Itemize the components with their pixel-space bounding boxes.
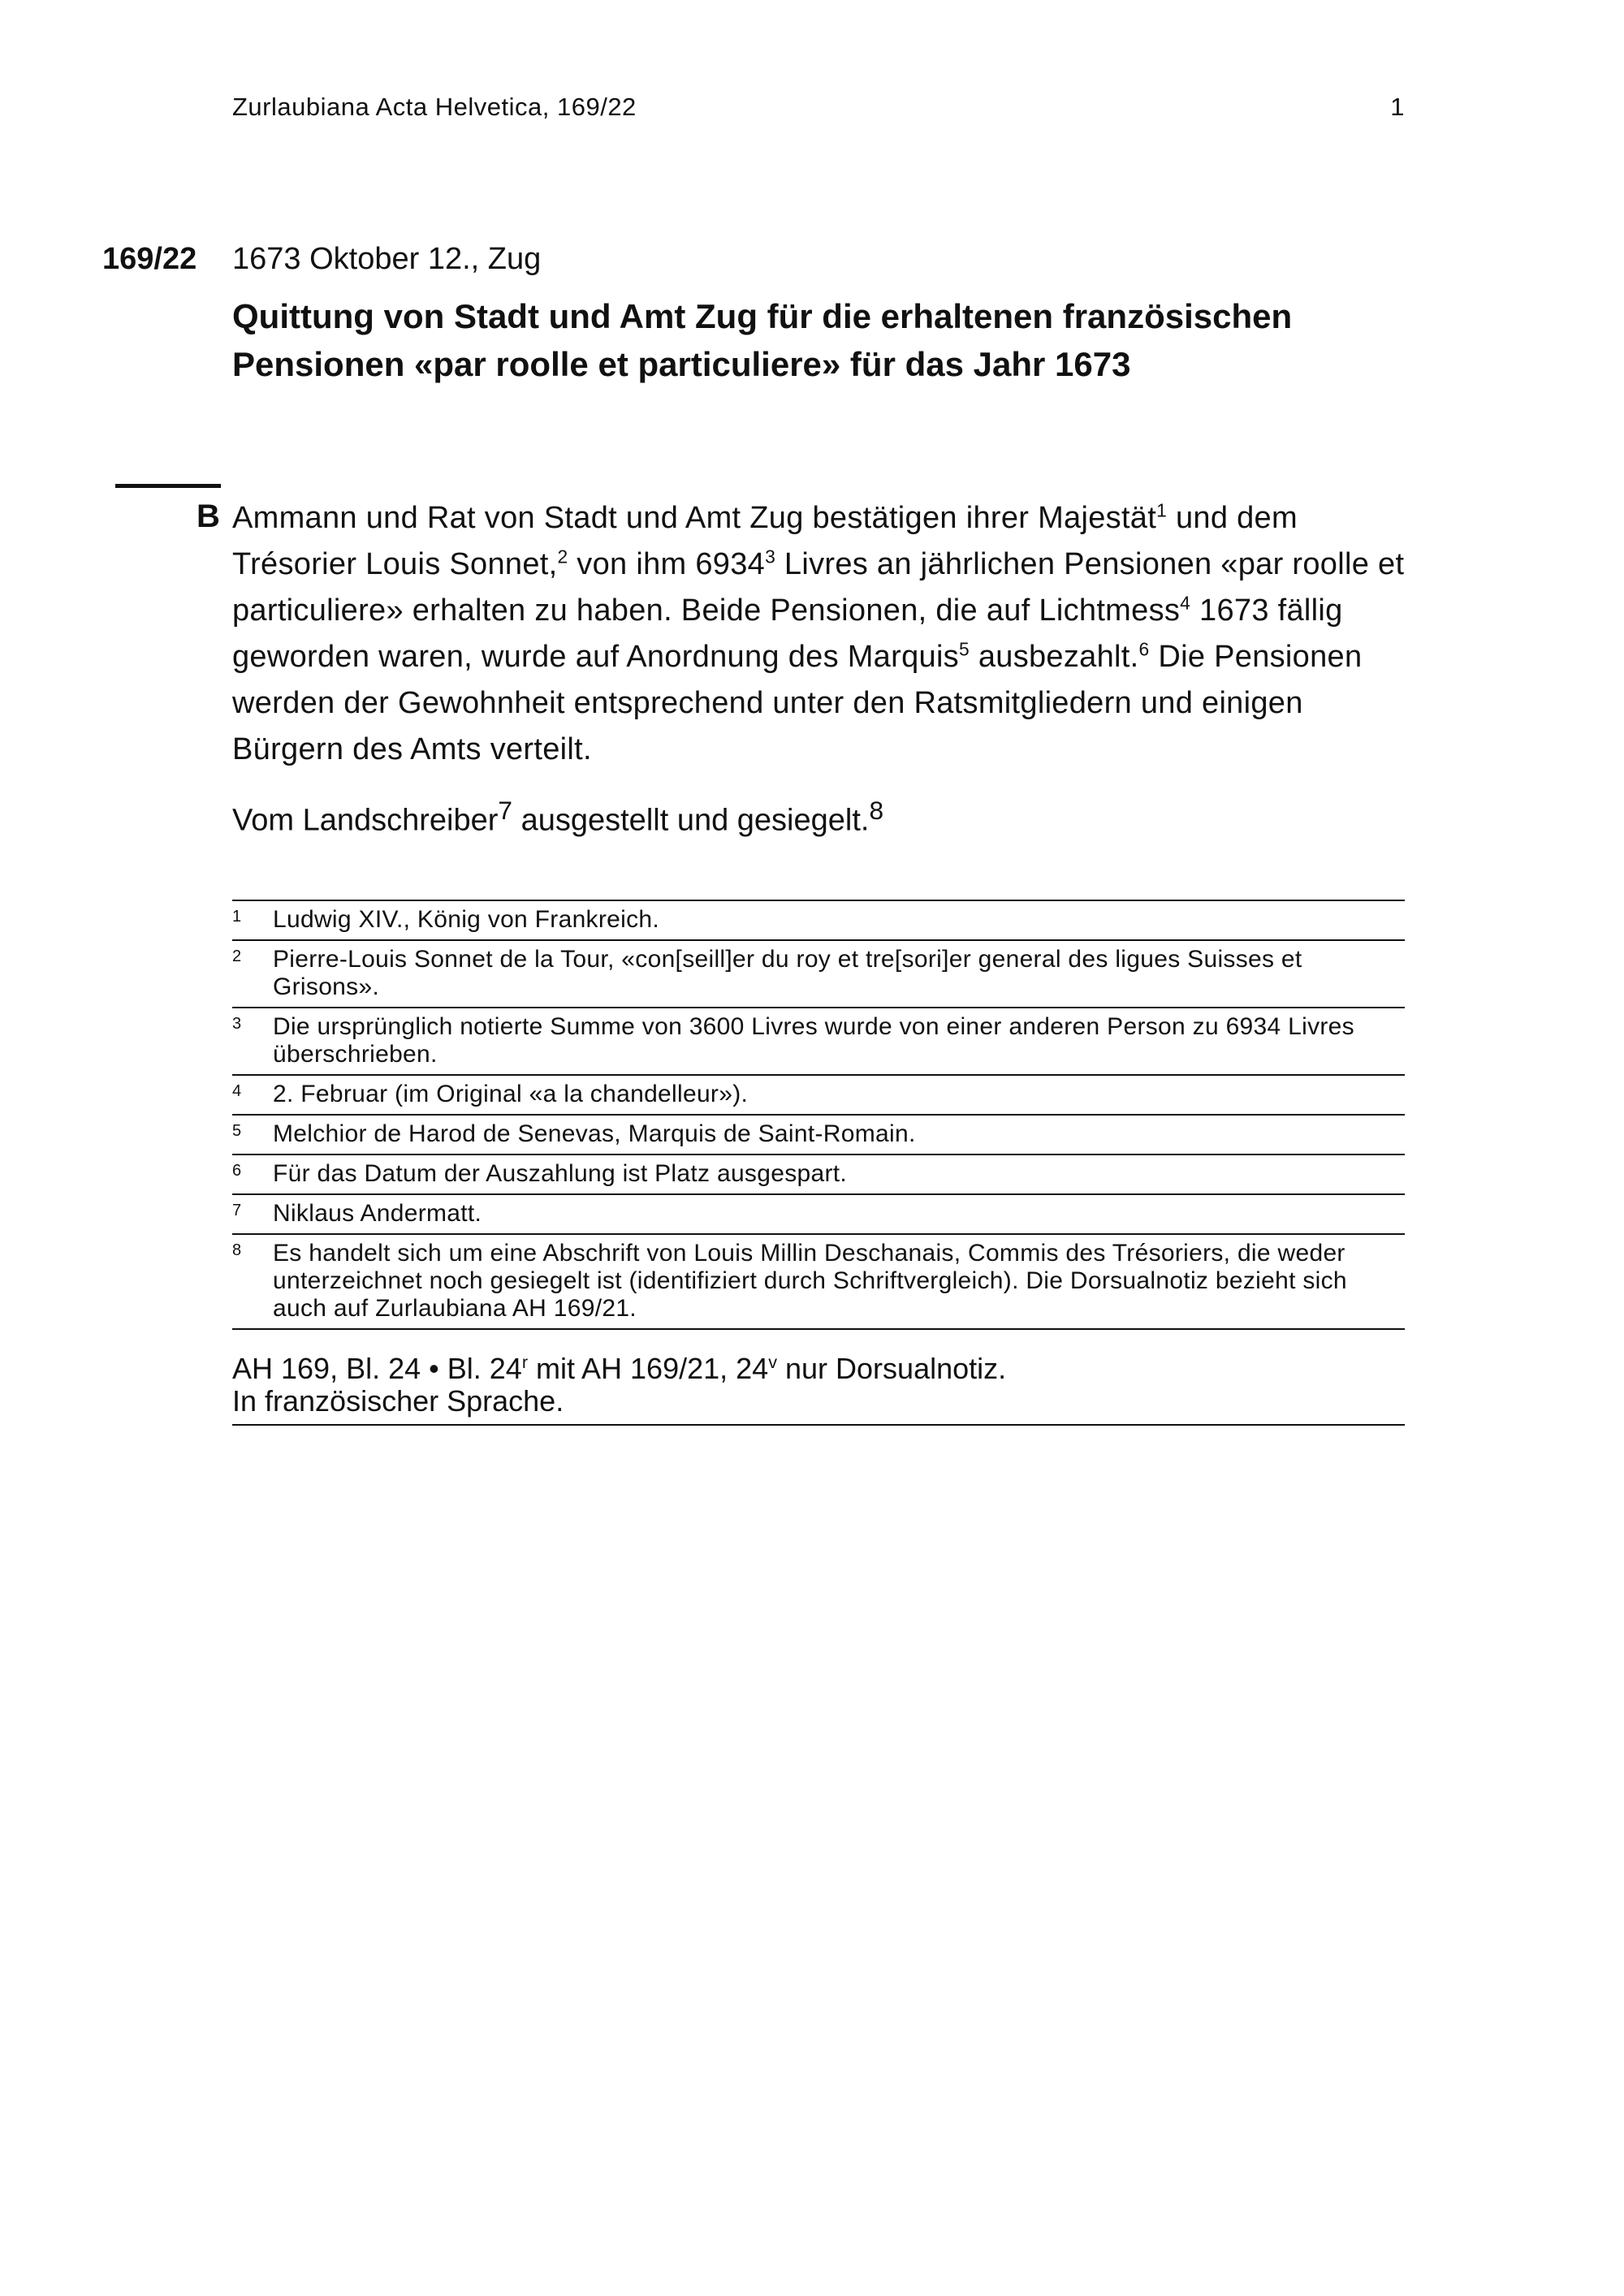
footnotes-list (232, 900, 1405, 1330)
footnote (232, 1195, 1405, 1235)
folio-side: r (521, 1352, 529, 1372)
footnote-text: Die ursprünglich notierte Summe von 3600 Livres wurde von einer anderen Person zu 6934 Livres überschrieben. (273, 1013, 1354, 1068)
seal-paragraph (232, 788, 1408, 844)
footnote-mark: 3 (232, 1015, 242, 1033)
footnote (232, 1235, 1405, 1330)
footnote-text: Melchior de Harod de Senevas, Marquis de Saint-Romain. (273, 1120, 916, 1147)
footnote-mark: 6 (232, 1162, 242, 1180)
document-date-place: 1673 Oktober 12., Zug (232, 242, 542, 276)
footnote-ref[interactable]: 6 (1138, 638, 1150, 660)
footnote (232, 1008, 1405, 1076)
document-number: 169/22 (102, 242, 197, 276)
folio-side: v (768, 1352, 777, 1372)
footnote (232, 901, 1405, 941)
source-text: AH 169, Bl. 24 • Bl. 24 (232, 1352, 522, 1385)
version-letter: B (197, 498, 220, 534)
footnote-text: 2. Februar (im Original «a la chandelleur»). (273, 1081, 749, 1107)
regest-text: ausbezahlt. (969, 640, 1139, 674)
footnote-text: Es handelt sich um eine Abschrift von Louis Millin Deschanais, Commis des Trésoriers, die weder unterzeichnet noch gesiegelt ist (identifiziert durch Schriftvergleich). Die Dorsualnotiz bezieht sich auch auf Zurlaubiana AH 169/21. (273, 1240, 1347, 1322)
footnote-mark: 8 (232, 1241, 242, 1259)
footnote-text: Niklaus Andermatt. (273, 1200, 482, 1227)
footnote-ref[interactable]: 4 (1180, 592, 1191, 614)
footnote (232, 941, 1405, 1008)
seal-text: Vom Landschreiber (232, 803, 499, 838)
source-text: nur Dorsualnotiz. (777, 1352, 1007, 1385)
regest-text: und dem Trésorier Louis Sonnet, (232, 501, 1298, 581)
document-title: Quittung von Stadt und Amt Zug für die erhaltenen französischen Pensionen «par roolle et particuliere» für das Jahr 1673 (232, 297, 1293, 383)
source-text: mit AH 169/21, 24 (528, 1352, 769, 1385)
footnote-ref[interactable]: 7 (498, 796, 513, 825)
regest-text: von ihm 6934 (568, 547, 766, 581)
footnote-text: Für das Datum der Auszahlung ist Platz ausgespart. (273, 1160, 848, 1187)
source-reference (232, 1353, 1405, 1385)
regest-text: Ammann und Rat von Stadt und Amt Zug bestätigen ihrer Majestät (232, 501, 1157, 535)
footnote (232, 1116, 1405, 1155)
footnote-mark: 5 (232, 1122, 242, 1140)
footnote (232, 1076, 1405, 1116)
footnote-ref[interactable]: 2 (557, 546, 568, 568)
footnote-mark: 7 (232, 1202, 242, 1219)
footnote-ref[interactable]: 8 (869, 796, 884, 825)
page-number: 1 (1390, 93, 1405, 121)
footnote-mark: 4 (232, 1082, 242, 1100)
source-language: In französischer Sprache. (232, 1384, 564, 1418)
source-block (232, 1348, 1405, 1426)
seal-text: ausgestellt und gesiegelt. (512, 803, 870, 838)
margin-rule (115, 484, 221, 488)
footnote-ref[interactable]: 1 (1156, 499, 1168, 521)
running-head (232, 93, 1405, 122)
regest-text: 1673 fällig geworden waren, wurde auf Anordnung des Marquis (232, 593, 1343, 674)
regest-paragraph (232, 495, 1408, 773)
footnote-ref[interactable]: 3 (765, 546, 776, 568)
footnote-ref[interactable]: 5 (958, 638, 970, 660)
footnote-mark: 2 (232, 947, 242, 965)
regest-text: Die Pensionen werden der Gewohnheit entsprechend unter den Ratsmitgliedern und einigen Bürgern des Amts verteilt. (232, 640, 1363, 766)
regest-text: Livres an jährlichen Pensionen «par roolle et particuliere» erhalten zu haben. Beide Pensionen, die auf Lichtmess (232, 547, 1405, 628)
footnote-text: Pierre-Louis Sonnet de la Tour, «con[seill]er du roy et tre[sori]er general des ligues Suisses et Grisons». (273, 946, 1302, 1000)
footnote-mark: 1 (232, 908, 242, 926)
footnote (232, 1155, 1405, 1195)
running-head-title: Zurlaubiana Acta Helvetica, 169/22 (232, 93, 637, 121)
footnote-text: Ludwig XIV., König von Frankreich. (273, 906, 660, 933)
